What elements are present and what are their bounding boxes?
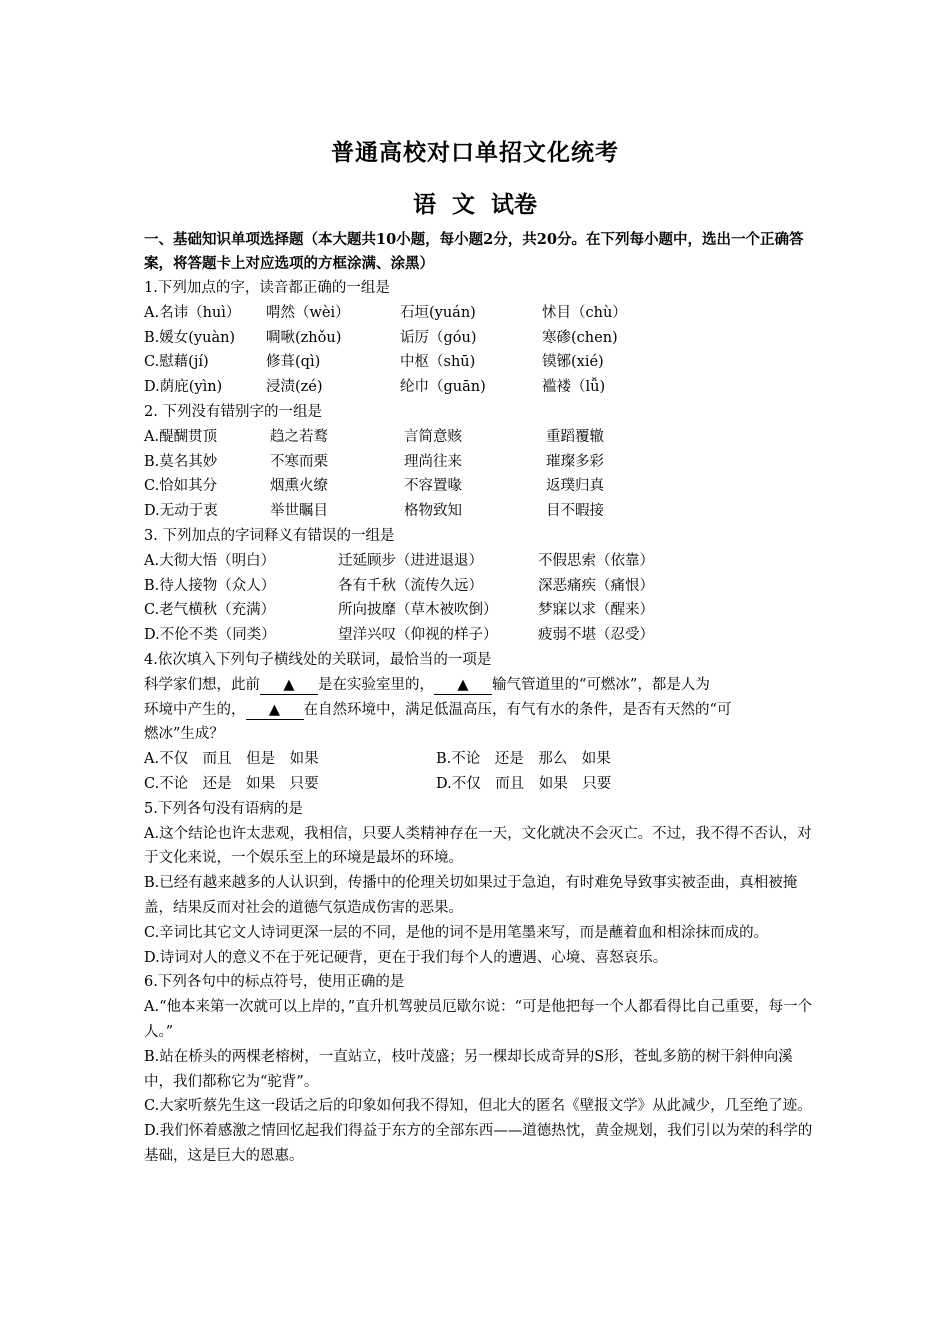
q4-text-line-1	[144, 673, 814, 698]
q2-option-b	[144, 450, 814, 475]
q3-b-1: B.待人接物（众人）	[144, 577, 276, 594]
q3-b-3: 深恶痛疾（痛恨）	[538, 577, 654, 594]
q2-d-2: 举世瞩目	[270, 503, 328, 520]
q1-d-1: D.荫庇(yìn)	[144, 379, 223, 396]
q1-c-1: C.慰藉(jí)	[144, 354, 209, 371]
q1-d-2: 浸渍(zé)	[266, 379, 323, 396]
q2-a-3: 言简意赅	[404, 428, 462, 445]
q2-b-2: 不寒而栗	[270, 453, 328, 470]
q2-a-1: A.醍醐贯顶	[144, 428, 218, 445]
q1-option-a	[144, 301, 814, 326]
q3-option-b	[144, 574, 814, 599]
q4-text-2: 是在实验室里的，	[318, 676, 434, 693]
q2-d-3: 格物致知	[404, 503, 462, 520]
q6-option-d: D.我们怀着感激之情回忆起我们得益于东方的全部东西——道德热忱，黄金规划，我们引以为荣的科学的基础，这是巨大的恩惠。	[144, 1123, 813, 1164]
q5-option-b: B.已经有越来越多的人认识到，传播中的伦理关切如果过于急迫，有时难免导致事实被歪曲，真相被掩盖，结果反而对社会的道德气氛造成伤害的恶果。	[144, 875, 798, 916]
q1-stem: 1.下列加点的字，读音都正确的一组是	[144, 280, 390, 296]
q4-text-1: 科学家们想，此前	[144, 676, 260, 693]
q2-option-d	[144, 499, 814, 524]
q4-text-4: 环境中产生的，	[144, 701, 246, 718]
q3-c-1: C.老气横秋（充满）	[144, 602, 276, 619]
q2-option-c	[144, 474, 814, 499]
q1-a-4: 怵目（chù）	[542, 304, 627, 321]
q4-option-a: A.不仅 而且 但是 如果	[144, 751, 319, 768]
q4-blank-3[interactable]: ▲	[246, 701, 304, 720]
q1-d-3: 纶巾（guān)	[400, 379, 486, 396]
q3-option-d	[144, 623, 814, 648]
q4-text-5: 在自然环境中，满足低温高压，有气有水的条件，是否有天然的“可	[303, 701, 732, 718]
q3-a-2: 迁延顾步（进进退退）	[338, 552, 483, 569]
q3-d-1: D.不伦不类（同类）	[144, 627, 276, 644]
q3-a-1: A.大彻大悟（明白）	[144, 552, 276, 569]
q4-option-d: D.不仅 而且 如果 只要	[436, 775, 612, 792]
q4-option-c: C.不论 还是 如果 只要	[144, 775, 319, 792]
q1-c-3: 中枢（shū)	[400, 354, 476, 371]
q5-option-c: C.辛词比其它文人诗词更深一层的不同，是他的词不是用笔墨来写，而是蘸着血和相涂抹而成的。	[144, 924, 769, 941]
q3-c-2: 所向披靡（草木被吹倒）	[338, 602, 498, 619]
q1-option-b	[144, 326, 814, 351]
q2-b-3: 理尚往来	[404, 453, 462, 470]
q1-d-4: 褴褛（lǚ)	[542, 379, 606, 396]
exam-subtitle: 语 文 试卷	[412, 191, 537, 218]
q4-text-line-2	[144, 698, 814, 723]
q1-b-4: 寒碜(chen)	[542, 329, 618, 346]
q2-c-3: 不容置喙	[404, 478, 462, 495]
q4-text-line-3: 燃冰”生成？	[144, 726, 224, 743]
q5-stem: 5.下列各句没有语病的是	[144, 800, 303, 817]
q2-b-1: B.莫名其妙	[144, 453, 218, 470]
q4-blank-1[interactable]: ▲	[260, 676, 318, 695]
q2-d-4: 目不暇接	[546, 503, 604, 520]
q6-stem: 6.下列各句中的标点符号，使用正确的是	[144, 974, 405, 991]
q4-text-3: 输气管道里的“可燃冰”，都是人为	[492, 676, 710, 693]
q3-option-c	[144, 598, 814, 623]
q4-option-b: B.不论 还是 那么 如果	[436, 751, 611, 768]
q2-c-2: 烟熏火缭	[270, 478, 328, 495]
q1-option-d	[144, 375, 814, 400]
q5-option-a: A.这个结论也许太悲观，我相信，只要人类精神存在一天，文化就决不会灭亡。不过，我不得不否认，对于文化来说，一个娱乐至上的环境是最坏的环境。	[144, 825, 812, 867]
q6-option-c: C.大家听蔡先生这一段话之后的印象如何我不得知，但北大的匿名《壁报文学》从此减少，几至绝了迹。	[144, 1098, 812, 1115]
q3-c-3: 梦寐以求（醒来）	[538, 602, 654, 619]
q2-a-4: 重蹈覆辙	[546, 428, 604, 445]
q1-b-2: 啁啾(zhǒu)	[266, 329, 342, 346]
q2-b-4: 璀璨多彩	[546, 453, 604, 470]
q3-stem: 3. 下列加点的字词释义有错误的一组是	[144, 527, 395, 544]
q1-a-2: 喟然（wèi）	[266, 304, 350, 321]
q2-d-1: D.无动于衷	[144, 503, 218, 520]
q3-option-a	[144, 549, 814, 574]
q2-stem: 2. 下列没有错别字的一组是	[144, 403, 322, 420]
q1-a-1: A.名讳（huì）	[144, 304, 241, 321]
q2-c-1: C.恰如其分	[144, 478, 218, 495]
q1-c-2: 修葺(qì)	[266, 354, 321, 371]
q3-a-3: 不假思索（依靠）	[538, 552, 654, 569]
q2-option-a	[144, 425, 814, 450]
q2-c-4: 返璞归真	[546, 478, 604, 495]
q1-c-4: 镆铘(xié)	[542, 354, 604, 371]
exam-title: 普通高校对口单招文化统考	[331, 139, 619, 166]
q6-option-a: A.“他本来第一次就可以上岸的，”直升机驾驶员厄歇尔说：“可是他把每一个人都看得比自己重要，每一个人。”	[144, 999, 813, 1040]
q2-a-2: 趋之若鹜	[270, 428, 328, 445]
questions	[144, 276, 814, 1169]
q4-options-row-2	[144, 772, 814, 797]
q1-option-c	[144, 350, 814, 375]
q5-option-d: D.诗词对人的意义不在于死记硬背，更在于我们每个人的遭遇、心境、喜怒哀乐。	[144, 949, 668, 966]
q4-options-row-1	[144, 747, 814, 772]
section-heading: 一、基础知识单项选择题（本大题共10小题，每小题2分，共20分。在下列每小题中，选出一个正确答案，将答题卡上对应选项的方框涂满、涂黑）	[144, 231, 804, 272]
q1-a-3: 石垣(yuán)	[400, 304, 476, 321]
q3-d-3: 疲弱不堪（忍受）	[538, 627, 654, 644]
q3-d-2: 望洋兴叹（仰视的样子）	[338, 627, 498, 644]
q4-blank-2[interactable]: ▲	[434, 676, 492, 695]
q6-option-b: B.站在桥头的两棵老榕树，一直站立，枝叶茂盛；另一棵却长成奇异的S形，苍虬多筋的树干斜伸向溪中，我们都称它为“驼背”。	[144, 1048, 793, 1090]
q3-b-2: 各有千秋（流传久远）	[338, 577, 483, 594]
q1-b-3: 诟厉（góu)	[400, 329, 477, 346]
q4-stem: 4.依次填入下列句子横线处的关联词，最恰当的一项是	[144, 651, 492, 668]
q1-b-1: B.媛女(yuàn)	[144, 329, 236, 346]
